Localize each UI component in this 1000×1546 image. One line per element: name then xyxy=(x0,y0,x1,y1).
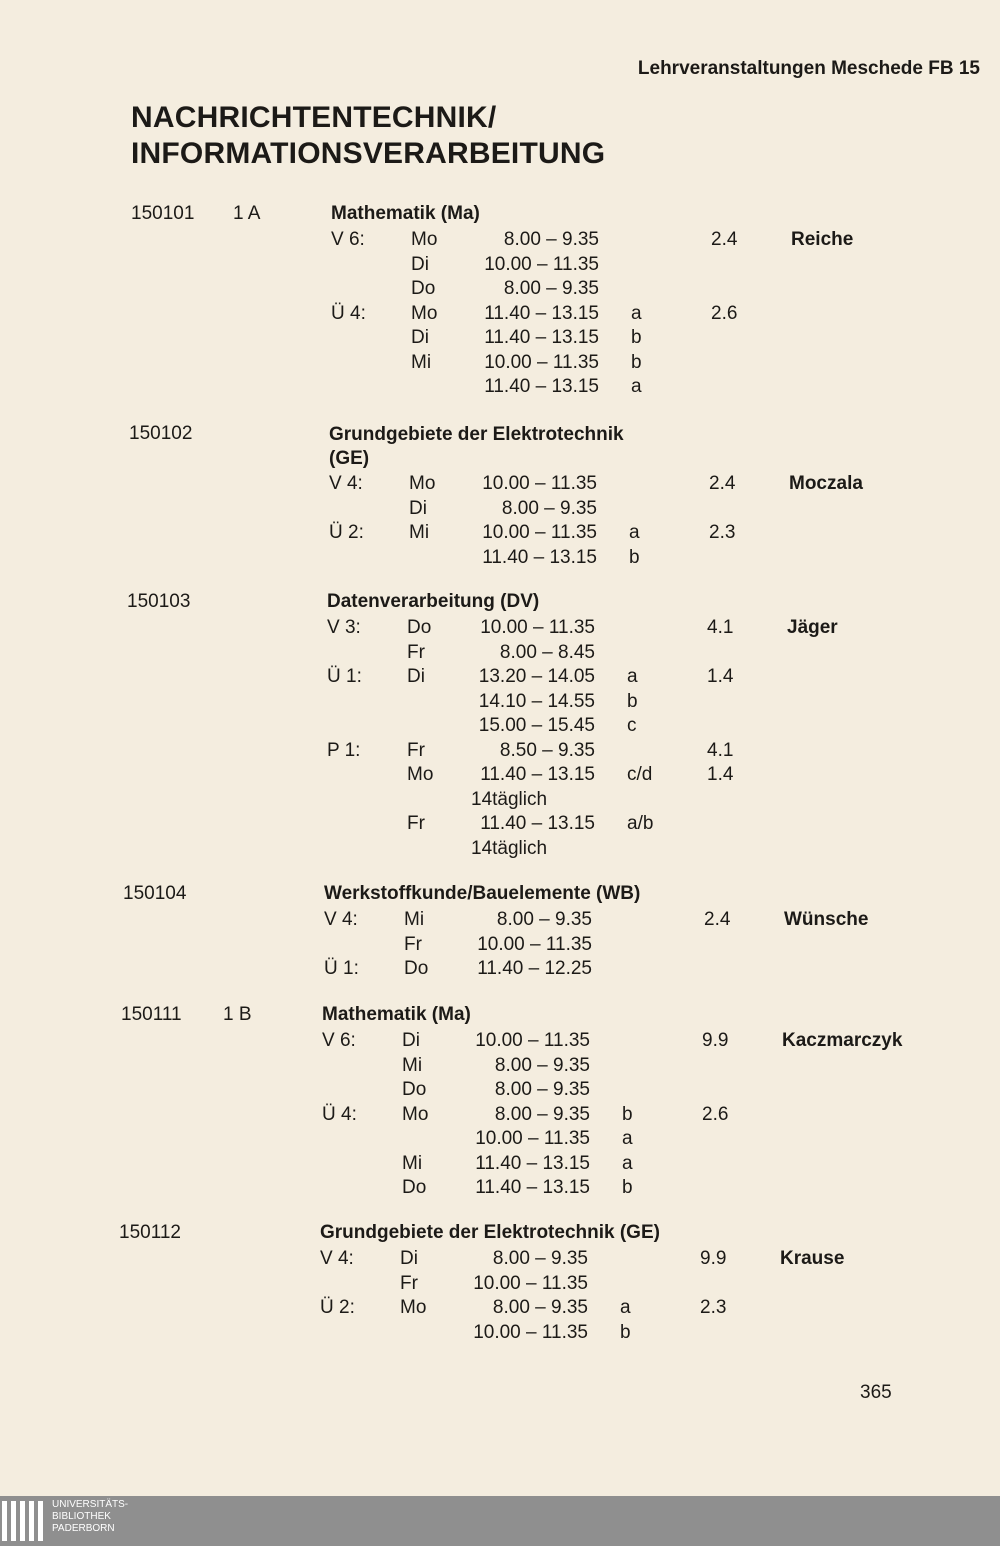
weekday: Mo xyxy=(409,473,436,494)
weekday: Mi xyxy=(411,351,432,373)
time-slot: 11.40 – 13.15 xyxy=(484,376,599,397)
weekday: Mo xyxy=(402,1103,429,1125)
course-subject: Grundgebiete der Elektrotechnik (GE) xyxy=(329,424,624,469)
weekday: Fr xyxy=(407,641,425,663)
weekday: Mi xyxy=(409,522,430,543)
time-slot: 10.00 – 11.35 xyxy=(480,617,595,638)
time-slot: 11.40 – 13.15 xyxy=(475,1152,590,1174)
time-slot: 10.00 – 11.35 xyxy=(482,473,597,494)
weekday: Mi xyxy=(402,1152,423,1174)
time-slot: 10.00 – 11.35 xyxy=(473,1321,588,1343)
weekday: Do xyxy=(404,958,429,979)
session-type: V 4: xyxy=(329,473,363,494)
time-slot: 8.50 – 9.35 xyxy=(499,739,595,761)
course-subject: Mathematik (Ma) xyxy=(331,203,480,224)
room-number: 2.4 xyxy=(711,229,738,250)
time-slot: 8.00 – 9.35 xyxy=(494,1054,590,1076)
room-number: 1.4 xyxy=(707,764,734,785)
weekday: Mi xyxy=(404,909,425,930)
lecturer-name: Reiche xyxy=(791,229,854,250)
weekday: Di xyxy=(411,253,429,275)
weekday: Di xyxy=(409,497,427,519)
time-slot: 11.40 – 13.15 xyxy=(480,813,595,834)
time-slot: 8.00 – 9.35 xyxy=(503,229,599,250)
semester-group: 1 A xyxy=(233,203,261,224)
course-code: 150111 xyxy=(121,1004,182,1025)
time-slot: 8.00 – 8.45 xyxy=(499,641,595,663)
time-slot: 10.00 – 11.35 xyxy=(477,933,592,955)
exercise-group: b xyxy=(631,351,642,373)
session-type: P 1: xyxy=(327,739,361,761)
weekday: Mo xyxy=(411,302,438,324)
weekday: Mo xyxy=(411,229,438,250)
room-number: 4.1 xyxy=(707,617,734,638)
lecturer-name: Wünsche xyxy=(784,909,869,930)
room-number: 4.1 xyxy=(707,739,734,761)
time-slot: 10.00 – 11.35 xyxy=(482,522,597,543)
course-code: 150112 xyxy=(119,1222,181,1243)
time-slot: 8.00 – 9.35 xyxy=(492,1248,588,1269)
course-subject: Datenverarbeitung (DV) xyxy=(327,591,540,612)
page-number: 365 xyxy=(860,1382,892,1403)
session-type: Ü 2: xyxy=(329,522,364,543)
weekday: Mi xyxy=(402,1054,423,1076)
weekday: Fr xyxy=(400,1272,418,1294)
course-code: 150104 xyxy=(123,883,187,904)
weekday: Mo xyxy=(407,764,434,785)
weekday: Di xyxy=(411,327,429,348)
course-code: 150102 xyxy=(129,423,193,444)
weekday: Di xyxy=(402,1030,420,1051)
session-type: Ü 2: xyxy=(320,1297,355,1318)
session-type: Ü 4: xyxy=(331,302,366,324)
room-number: 2.4 xyxy=(709,473,736,494)
exercise-group: a xyxy=(622,1128,633,1149)
weekday: Fr xyxy=(407,813,425,834)
exercise-group: c xyxy=(627,715,637,736)
weekday: Fr xyxy=(404,933,422,955)
weekday: Di xyxy=(400,1248,418,1269)
weekday: Fr xyxy=(407,739,425,761)
time-slot: 11.40 – 13.15 xyxy=(484,327,599,348)
time-slot: 8.00 – 9.35 xyxy=(501,497,597,519)
exercise-group: b xyxy=(620,1321,631,1343)
weekday: Mo xyxy=(400,1297,427,1318)
time-slot: 15.00 – 15.45 xyxy=(478,715,595,736)
session-type: V 3: xyxy=(327,617,361,638)
library-logo-text: UNIVERSITÄTS- BIBLIOTHEK PADERBORN xyxy=(52,1499,129,1534)
exercise-group: a xyxy=(629,522,640,543)
room-number: 9.9 xyxy=(702,1030,729,1051)
room-number: 1.4 xyxy=(707,666,734,687)
lecturer-name: Krause xyxy=(780,1248,845,1269)
time-slot: 10.00 – 11.35 xyxy=(484,253,599,275)
page-title xyxy=(131,100,605,172)
course-subject: Grundgebiete der Elektrotechnik (GE) xyxy=(320,1222,660,1243)
exercise-group: b xyxy=(631,327,642,348)
weekday: Do xyxy=(407,617,432,638)
course-subject: Mathematik (Ma) xyxy=(322,1004,471,1025)
title-line-1: NACHRICHTENTECHNIK/ xyxy=(131,101,497,134)
course-code: 150101 xyxy=(131,203,195,224)
course-code: 150103 xyxy=(127,591,191,612)
time-slot: 11.40 – 13.15 xyxy=(484,302,599,324)
time-slot: 10.00 – 11.35 xyxy=(484,351,599,373)
exercise-group: b xyxy=(622,1103,633,1125)
exercise-group: a xyxy=(622,1152,633,1174)
session-type: Ü 1: xyxy=(327,666,362,687)
room-number: 9.9 xyxy=(700,1248,727,1269)
time-slot: 14täglich xyxy=(471,788,548,810)
time-slot: 10.00 – 11.35 xyxy=(473,1272,588,1294)
time-slot: 8.00 – 9.35 xyxy=(503,278,599,299)
time-slot: 10.00 – 11.35 xyxy=(475,1030,590,1051)
weekday: Di xyxy=(407,666,425,687)
time-slot: 11.40 – 12.25 xyxy=(477,958,592,979)
time-slot: 11.40 – 13.15 xyxy=(480,764,595,785)
running-header: Lehrveranstaltungen Meschede FB 15 xyxy=(637,58,980,79)
library-logo-icon xyxy=(2,1501,48,1541)
exercise-group: b xyxy=(627,690,638,712)
exercise-group: a xyxy=(620,1297,631,1318)
time-slot: 13.20 – 14.05 xyxy=(478,666,595,687)
time-slot: 8.00 – 9.35 xyxy=(492,1297,588,1318)
time-slot: 8.00 – 9.35 xyxy=(496,909,592,930)
semester-group: 1 B xyxy=(223,1004,252,1025)
weekday: Do xyxy=(402,1177,427,1198)
title-line-2: INFORMATIONSVERARBEITUNG xyxy=(131,137,606,170)
session-type: Ü 4: xyxy=(322,1103,357,1125)
time-slot: 10.00 – 11.35 xyxy=(475,1128,590,1149)
time-slot: 11.40 – 13.15 xyxy=(482,546,597,568)
room-number: 2.3 xyxy=(700,1297,727,1318)
exercise-group: b xyxy=(629,546,640,568)
weekday: Do xyxy=(402,1079,427,1100)
room-number: 2.4 xyxy=(704,909,731,930)
session-type: V 4: xyxy=(320,1248,354,1269)
lecturer-name: Kaczmarczyk xyxy=(782,1030,903,1051)
course-subject: Werkstoffkunde/Bauelemente (WB) xyxy=(324,883,641,904)
session-type: Ü 1: xyxy=(324,958,359,979)
lecturer-name: Moczala xyxy=(789,473,863,494)
library-footer-bar xyxy=(0,1496,1000,1546)
room-number: 2.6 xyxy=(711,302,738,324)
exercise-group: a xyxy=(631,302,642,324)
lecturer-name: Jäger xyxy=(787,617,838,638)
exercise-group: a/b xyxy=(627,813,654,834)
time-slot: 8.00 – 9.35 xyxy=(494,1103,590,1125)
exercise-group: a xyxy=(627,666,638,687)
time-slot: 14.10 – 14.55 xyxy=(478,690,595,712)
weekday: Do xyxy=(411,278,436,299)
exercise-group: b xyxy=(622,1177,633,1198)
room-number: 2.6 xyxy=(702,1103,729,1125)
session-type: V 6: xyxy=(322,1030,356,1051)
room-number: 2.3 xyxy=(709,522,736,543)
exercise-group: a xyxy=(631,376,642,397)
session-type: V 4: xyxy=(324,909,358,930)
time-slot: 8.00 – 9.35 xyxy=(494,1079,590,1100)
time-slot: 14täglich xyxy=(471,837,548,859)
exercise-group: c/d xyxy=(627,764,653,785)
time-slot: 11.40 – 13.15 xyxy=(475,1177,590,1198)
session-type: V 6: xyxy=(331,229,365,250)
